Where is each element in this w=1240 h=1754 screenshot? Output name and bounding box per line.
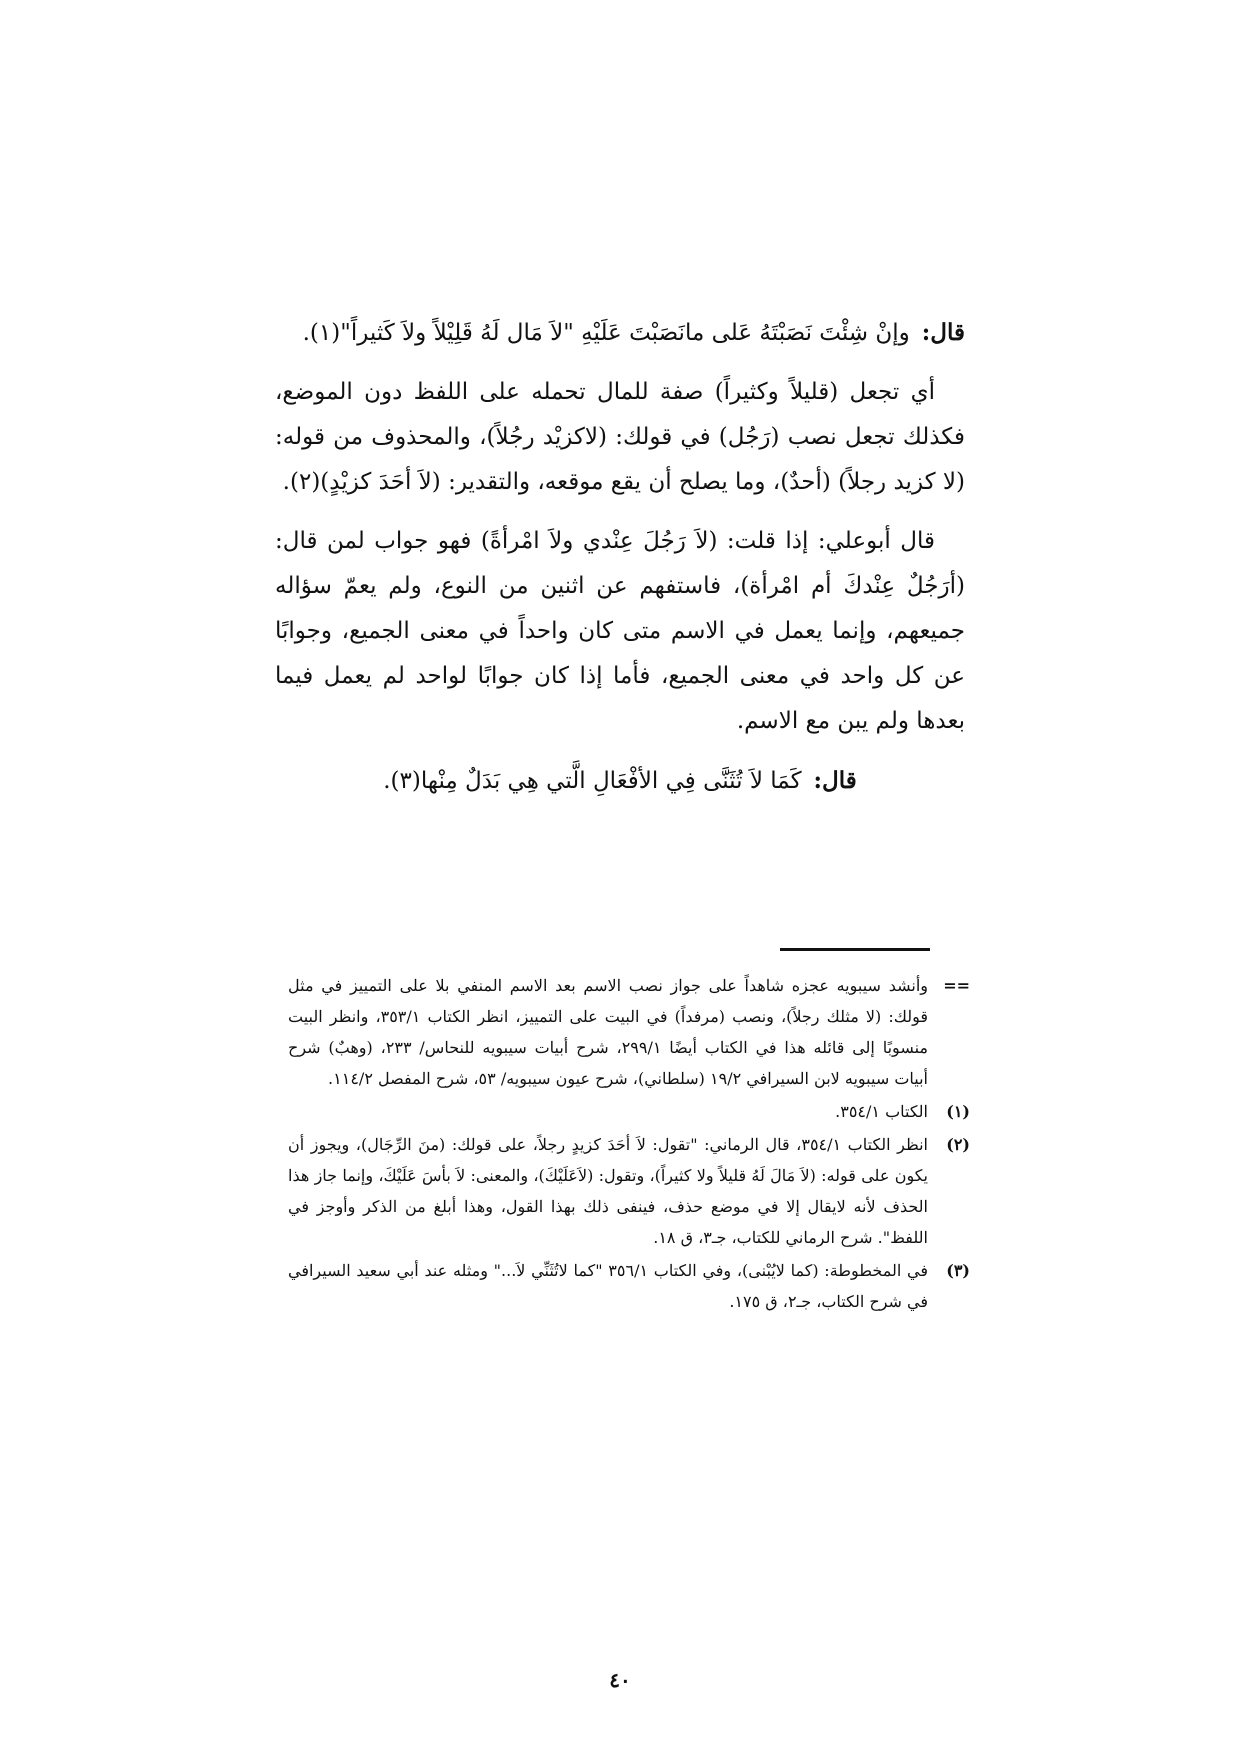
footnote-text: الكتاب ٣٥٤/١. [835,1102,928,1121]
quote-text: كَمَا لاَ تُثَنَّى فِي الأفْعَالِ الَّتي هِي بَدَلٌ مِنْها(٣). [383,768,802,794]
speaker-label: قال: [813,767,857,794]
footnote-marker: (١) [946,1102,970,1121]
footnote-3 [288,1255,970,1317]
footnote-2 [288,1129,970,1253]
footnote-separator [780,948,930,951]
speaker-label: قال: [921,319,965,346]
paragraph-quote-1 [275,310,965,356]
footnote-marker: (٣) [946,1261,970,1280]
footnote-marker: == [943,976,970,995]
footnotes [288,970,970,1319]
paragraph-commentary-1: أي تجعل (قليلاً وكثيراً) صفة للمال تحمله على اللفظ دون الموضع، فكذلك تجعل نصب (رَجُل) في قولك: (لاكزيْد رجُلاً)، والمحذوف من قوله: (لا كزيد رجلاً) (أحدٌ)، وما يصلح أن يقع موقعه، والتقدير: (لاَ أحَدَ كزيْدٍ)(٢). [275,379,965,495]
paragraph-commentary-2: قال أبوعلي: إذا قلت: (لاَ رَجُلَ عِنْدي ولاَ امْرأةً) فهو جواب لمن قال: (أرَجُلٌ عِنْدكَ أم امْرأة)، فاستفهم عن اثنين من النوع، ولم يعمّ سؤاله جميعهم، وإنما يعمل في الاسم متى كان واحداً في معنى الجميع، وجوابًا عن كل واحد في معنى الجميع، فأما إذا كان جوابًا لواحد لم يعمل فيما بعدها ولم يبن مع الاسم. [275,528,965,734]
main-text [275,310,965,818]
footnote-continued [288,970,970,1094]
footnote-text: انظر الكتاب ٣٥٤/١، قال الرماني: "تقول: لاَ أحَدَ كزيدٍ رجلاً، على قولك: (منَ الرِّجَال)، ويجوز أن يكون على قوله: (لاَ مَالَ لَهُ قليلاً ولا كثيراً)، وتقول: (لاَعَلَيْكَ)، والمعنى: لاَ بأسَ عَلَيْكَ، وإنما جاز هذا الحذف لأنه لايقال إلا في موضع حذف، فينفى ذلك بهذا القول، وهذا أبلغ من الذكر وأوجز في اللفظ". شرح الرماني للكتاب، جـ٣، ق ١٨. [288,1135,928,1247]
page-number: ٤٠ [609,1668,631,1692]
paragraph-quote-2 [275,758,965,804]
footnote-text: في المخطوطة: (كما لايُبْنى)، وفي الكتاب ٣٥٦/١ "كما لاتُثَنِّي لاَ..." ومثله عند أبي سعيد السيرافي في شرح الكتاب، جـ٢، ق ١٧٥. [288,1261,929,1311]
footnote-marker: (٢) [946,1135,970,1154]
quote-text: وإنْ شِئْتَ نَصَبْتَهُ عَلى مانَصَبْتَ عَلَيْهِ "لاَ مَال لَهُ قَلِيْلاً ولاَ كَثيراً"(١). [302,320,910,346]
footnote-1 [288,1096,970,1127]
footnote-text: وأنشد سيبويه عجزه شاهداً على جواز نصب الاسم بعد الاسم المنفي بلا على التمييز في مثل قولك: (لا مثلك رجلاً)، ونصب (مرفداً) في البيت على التمييز، انظر الكتاب ٣٥٣/١، وانظر البيت منسوبًا إلى قائله هذا في الكتاب أيضًا ٢٩٩/١، شرح أبيات سيبويه للنحاس/ ٢٣٣، (وهبٌ) شرح أبيات سيبويه لابن السيرافي ١٩/٢ (سلطاني)، شرح عيون سيبويه/ ٥٣، شرح المفصل ١١٤/٢. [288,976,928,1088]
